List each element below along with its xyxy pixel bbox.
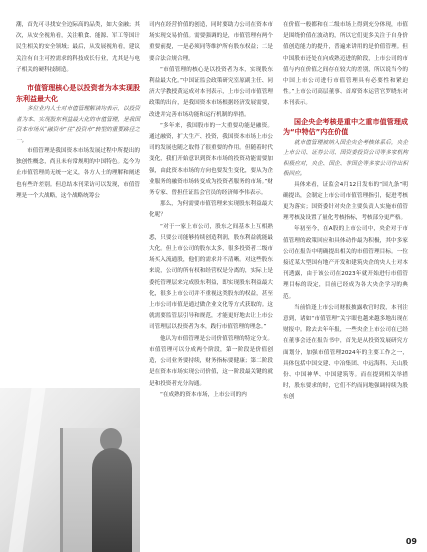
- text-column-1: [16, 20, 140, 202]
- paragraph: “在成熟的资本市场，上市公司的内: [160, 391, 247, 398]
- photo-glass-reflection: [8, 388, 45, 552]
- paragraph: 他认为市值管理是公司价值管理的特定分支。市值管理可以分成两个阶段，第一阶段是价值创造，公司业务要持续，财务指标要健康；第二阶段是在资本市场实现公司价值，这一阶段最关键的就是和投资者充分沟通。: [149, 335, 273, 387]
- paragraph: 当前恰逢上市公司财报披露收官时段，本刊注意到，诸如“市值管理”关字眼也越来越多地出现在财报中。除去去年年报，一些央企上市公司在已经在董事会还在报告书中，首先是从投资发展研究方面划分，加强市值管理2024年的主要工作之一，具体包括中国交建、中冶集团、中远海科、天山股份、中国神华、中国建筑等。而在提到相关举措时，股东要求的时，它们不约而同地强调持续为股东创: [283, 304, 408, 401]
- section-subheading: 国企央企考核是重中之重市值管理成为“中特估”内在价值: [283, 117, 408, 137]
- paragraph: 年初至今，在A股的上市公司中，央企对于市值管理的政策回应和具体动作最为积极，其中多家公司在报告中明确提出相关的市值管理目标。一位接近某大型国有地产开发和建筑央企的央人士对本刊透露，由于该公司在2023年就开始进行市值管理目标的设定，目前已经成为各大央企学习的典范。: [283, 226, 408, 300]
- section-subheading: 市值管理核心是以投资者为本实现股东利益最大化: [16, 84, 140, 103]
- page-number: 09: [405, 537, 417, 546]
- business-person-photo: [0, 388, 140, 552]
- photo-person-silhouette: [92, 448, 132, 552]
- paragraph: 具体来看，证监会4月12日发布的“国九条”明确提出，会制定上市公司市值管理指引，促进考核更为落实；国资委针对央企主要负责人实施市值管理考核及设置了量化考核指标，考核部分更严格。: [283, 181, 408, 222]
- text-column-3: [283, 20, 408, 404]
- paragraph: “对于一家上市公司，股东之间基本上互相熟悉，只要公司能够持续创造利润，股东利益就能最大化。但上市公司的股东太多，很多投资者二级市场买入流通股，他们的需求并不清晰。对这些股东来说，公司的所有权和经营权是分离的，实际上是委托管理层来完成股东利益，即实现股东利益最大化，很多上市公司并不重视这类股东的权益，甚至上市公司市值是通过做企业文化等方式获取的。这就需要监管层引导和规范，才能更好地去让上市公司管理层以投资者为本，践行市值管理的理念。”: [149, 223, 273, 331]
- paragraph: 潮，首先可寻找安全边际高的品类，如大金融；其次，从安全视角看，关注粮食、能源、军工等国计民生相关的安全领域；最后，从发展视角看，建议关注有自主可控需求的科技成长行业，尤其是与电子相关的硬科技制造。: [16, 22, 140, 73]
- pull-quote: 就市值管理被纳入国企央企考核体系后，央企上市公司、证券公司、国资委投资公司等多家机构积极应对，央企、国企、非国企等多家公司作出积极回应。: [283, 139, 408, 178]
- paragraph: 那么，为何需要市值管理来实现股东利益最大化呢？: [149, 201, 273, 219]
- paragraph: 在价值一般都和在二级市场上得到充分体现，市值是围绕价值在波动的，所以它们更多关注于自身价值创造能力的提升，普遍来讲用的是价值管理。但中国股市还处在向成熟迈进的阶段，上市公司的市值与内在价值之间存在较大的差别，所以说当今的中国上市公司进行市值管理具有必要性和紧迫性。”上市公司高层董事、首席资本运营官罗晓东对本刊表示。: [283, 22, 408, 107]
- paragraph: 司内在经营价值的创造，同时要助力公司在资本市场实现交易价值。需要强调的是，市值管理有两个重要前提，一是必须同等维护所有股东权益；二是要合法合规合理。: [149, 22, 273, 62]
- text-column-2: [149, 20, 273, 401]
- pull-quote: 多位业内人士对市值管理解读均表示，以投资者为本、实现股东利益最大化的市值管理，是我国资本市场从“融资市”往“投资市”转型的重要路径之一。: [16, 106, 140, 144]
- paragraph: 市值管理是我国资本市场发展过程中所提出的独创性概念，尚且未有常规明的中国特色。迄今为止市值管理尚无统一定义，各方人士的理解和阐述也有些许差别。但总结本刊采访可以发现，市值管理是一个大战略，这个战略统筹公: [16, 148, 140, 199]
- paragraph: “市值管理的核心是以投资者为本，实现股东利益最大化。”中国证监会政策研究室原副主任、同济大学教授黄运成对本刊表示，上市公司市值管理政策的出台，是我国资本市场根据经济发展需要，改进并完善市场功能和运行机制的举措。: [149, 66, 273, 118]
- paragraph: “多年来，我国股市的一大重要功能是融资。通过融资，扩大生产、投资，我国资本市场上市公司的发展也随之取得了很重要的作用。但随着时代变化，我们开始意识到资本市场的投资功能需要加强，由此资本市场的方向也要发生变化，要从为企业服务的融资市场转变成为投资者服务的市场。”财务专家、曾担任证监会官员的经济师李伟表示。: [149, 122, 273, 197]
